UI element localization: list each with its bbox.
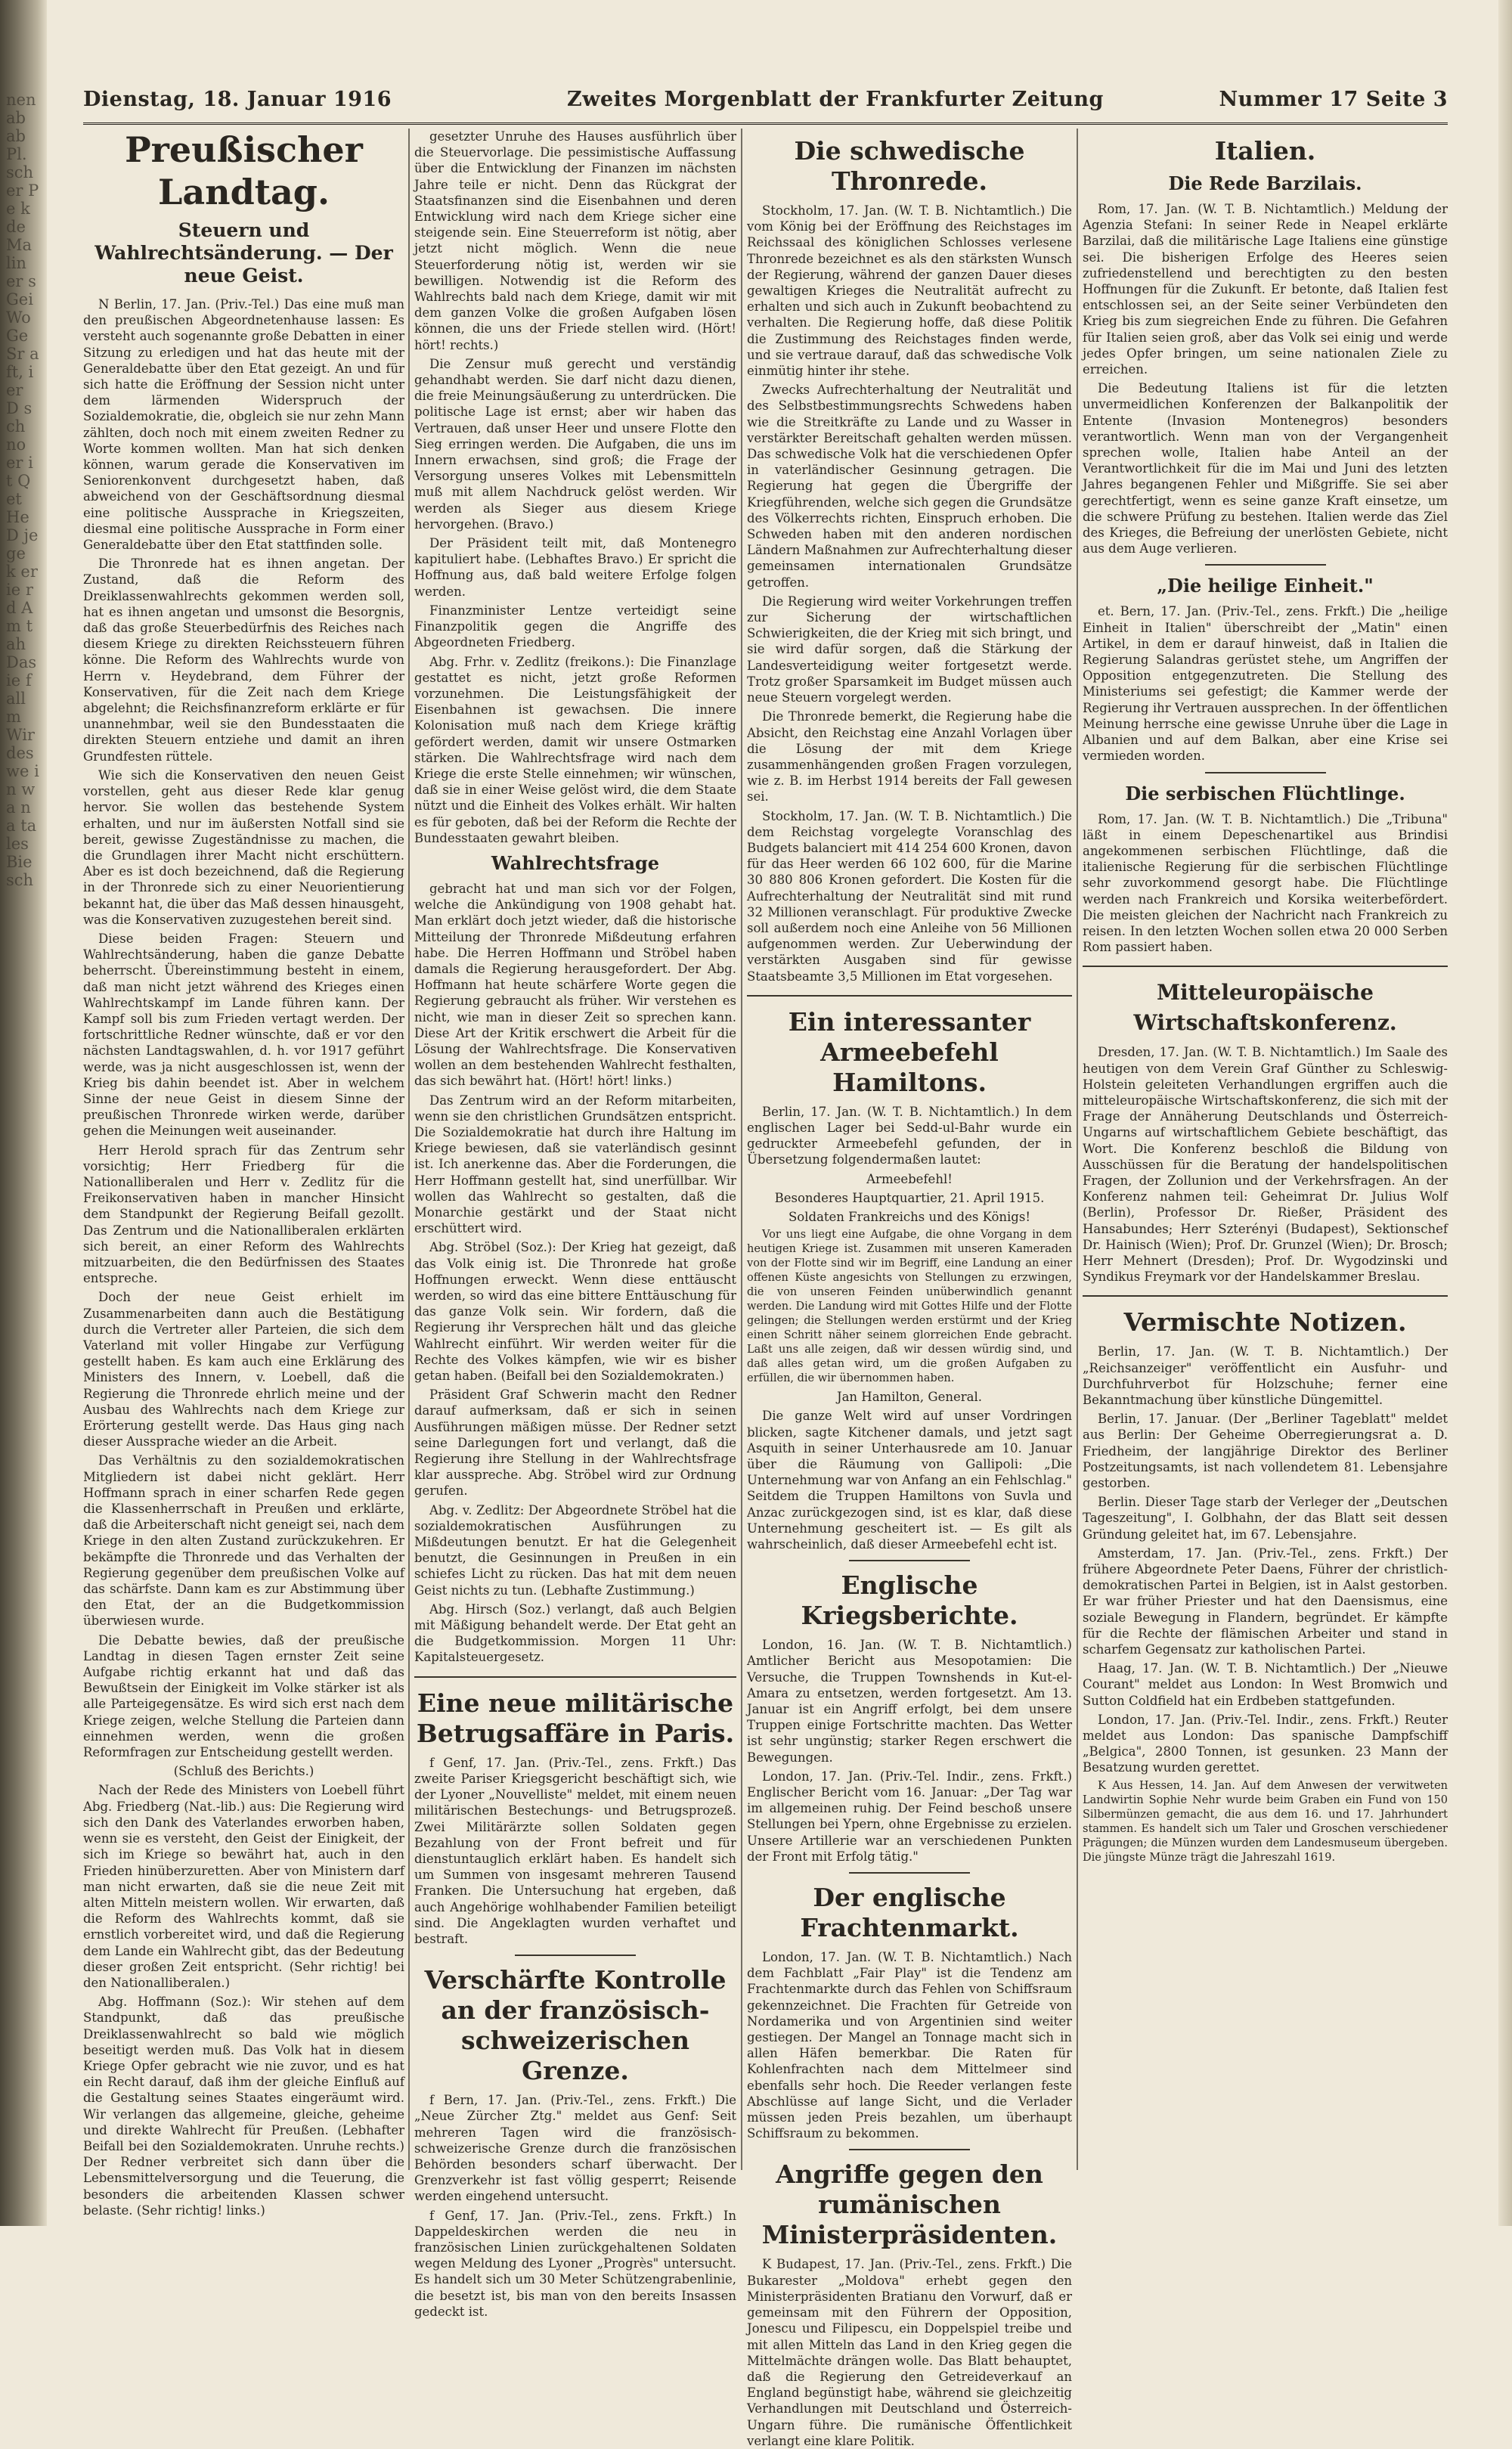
- article-paragraph: Dresden, 17. Jan. (W. T. B. Nichtamtlich.) Im Saale des heutigen von dem Verein Graf Günther zu Schleswig-Holstein geleiteten Verhandlungen ergriffen auch die mitteleuropäische Wirtschaftskonferenz, die sich mit der Frage der Annäherung Deutschlands und Österreich-Ungarns auf wirtschaftlichem Gebiete beschäftigt, das Wort. Die Konferenz beschloß die Bildung von Ausschüssen für die Beratung der handelspolitischen Fragen, der Zollunion und der Verkehrsfragen. An der Konferenz nahmen teil: Geheimrat Dr. Julius Wolf (Berlin), Professor Dr. Rießer, Präsident des Hansabundes; Herr Szterényi (Budapest), Sektionschef Dr. Hainisch (Wien); Prof. Dr. Grunzel (Wien); Dr. Brosch; Herr Mehnert (Dresden); Prof. Dr. Wygodzinski und Syndikus Freymark vor der Handelskammer Breslau.: [1083, 1045, 1448, 1285]
- article-title-betrugsaffaere: Eine neue militärische Betrugsaffäre in Paris.: [416, 1688, 735, 1748]
- article-paragraph: Die Debatte bewies, daß der preußische Landtag in diesen Tagen ernster Zeit seine Aufgabe richtig erkannt hat und daß das Bewußtsein der Einigkeit im Volke stärker ist als alle Parteigegensätze. Es wird sich erst nach dem Kriege zeigen, welche Stellung die Parteien dann einnehmen werden, wenn die großen Reformfragen zur Entscheidung gestellt werden.: [83, 1632, 404, 1760]
- article-separator: [1083, 966, 1448, 967]
- article-separator: [747, 995, 1072, 997]
- article-title-schwedische-thronrede: Die schwedische Thronrede.: [794, 136, 1025, 196]
- article-separator: [849, 1560, 970, 1561]
- column-divider: [1077, 129, 1078, 2170]
- article-paragraph: Die Zensur muß gerecht und verständig gehandhabt werden. Sie darf nicht dazu dienen, die freie Meinungsäußerung zu unterdrücken. Die politische Lage ist ernst; aber wir haben das Vertrauen, daß unser Heer und unsere Flotte den Sieg erringen werden. Die Aufgaben, die uns im Innern erwachsen, sind groß; die Frage der Versorgung unseres Volkes mit Lebensmitteln muß mit allem Nachdruck gelöst werden. Wir werden als Sieger aus diesem Kriege hervorgehen. (Bravo.): [414, 356, 736, 532]
- article-paragraph: f Genf, 17. Jan. (Priv.-Tel., zens. Frkft.) Das zweite Pariser Kriegsgericht beschäftigt sich, wie der Lyoner „Nouvelliste" meldet, mit einem neuen militärischen Bestechungs- und Betrugsprozeß. Zwei Militärärzte sollen Soldaten gegen Bezahlung von der Front befreit und für dienstuntauglich erklärt haben. Es handelt sich um Summen von insgesamt mehreren Tausend Franken. Die Untersuchung hat ergeben, daß auch Angehörige wohlhabender Familien beteiligt sind. Die Angeklagten wurden verhaftet und bestraft.: [414, 1755, 736, 1946]
- article-separator: [849, 1872, 970, 1874]
- article-paragraph: London, 17. Jan. (Priv.-Tel. Indir., zens. Frkft.) Reuter meldet aus London: Das spanische Dampfschiff „Belgica", 2800 Tonnen, ist gesunken. 23 Mann der Besatzung wurden gerettet.: [1083, 1712, 1448, 1775]
- article-paragraph: Rom, 17. Jan. (W. T. B. Nichtamtlich.) Die „Tribuna" läßt in einem Depeschenartikel aus Brindisi angekommenen serbischen Flüchtlinge, daß die italienische Regierung für die serbischen Flüchtlinge sehr zuvorkommend gesorgt habe. Die Flüchtlinge werden nach Frankreich und Korsika weiterbefördert. Die meisten gleichen der Nachricht nach Frankreich zu reisen. In den letzten Wochen sollen etwa 20 000 Serben Rom passiert haben.: [1083, 811, 1448, 955]
- article-separator: [414, 1676, 736, 1678]
- article-paragraph: gebracht hat und man sich vor der Folgen, welche die Ankündigung von 1908 gehabt hat. Man erklärt doch jetzt wieder, daß die historische Mitteilung der Thronrede Mißdeutung erfahren habe. Die Herren Hoffmann und Ströbel haben damals die Regierung herausgefordert. Der Abg. Hoffmann hat heute schärfere Worte gegen die Regierung gebraucht als früher. Wir verstehen es nicht, wie man in dieser Zeit so sprechen kann. Diese Art der Kritik erschwert die Arbeit für die Lösung der Wahlrechtsfrage. Die Konservativen wollen an dem bestehenden Wahlrecht festhalten, das sich bewährt hat. (Hört! hört! links.): [414, 881, 736, 1089]
- article-paragraph: Doch der neue Geist erhielt im Zusammenarbeiten dann auch die Bestätigung durch die Vertreter aller Parteien, die sich dem Vaterland mit voller Hingabe zur Verfügung gestellt haben. Es kam auch eine Erklärung des Ministers des Innern, v. Loebell, daß die Regierung die Thronrede ehrlich meine und der Ausbau des Wahlrechts nach dem Kriege zur Erörterung gestellt werde. Das Haus ging nach dieser Aussprache wieder an die Arbeit.: [83, 1290, 404, 1449]
- article-title-grenzkontrolle: Verschärfte Kontrolle an der französisch-schweizerischen Grenze.: [424, 1965, 727, 2086]
- article-paragraph: gesetzter Unruhe des Hauses ausführlich über die Steuervorlage. Die pessimistische Auffassung über die Entwicklung der Finanzen im nächsten Jahre teile er nicht. Denn das Rückgrat der Staatsfinanzen sind die Eisenbahnen und deren Entwicklung wird nach dem Kriege sicher eine steigende sein. Eine Steuerreform ist nötig, aber jetzt nicht möglich. Wenn die neue Steuerforderung nötig ist, werden wir sie bewilligen. Notwendig ist die Reform des Wahlrechts bald nach dem Kriege, damit wir mit dem ganzen Volke die großen Aufgaben lösen können, die uns der Friede stellen wird. (Hört! hört! rechts.): [414, 129, 736, 352]
- article-paragraph: Abg. Hirsch (Soz.) verlangt, daß auch Belgien mit Mäßigung behandelt werde. Der Etat geht an die Budgetkommission. Morgen 11 Uhr: Kapitalsteuergesetz.: [414, 1601, 736, 1665]
- masthead: [83, 85, 1448, 125]
- column-4: [1083, 129, 1448, 2170]
- masthead-date: Dienstag, 18. Januar 1916: [83, 88, 392, 111]
- order-place: Besonderes Hauptquartier, 21. April 1915.: [774, 1190, 1045, 1205]
- article-paragraph: Die Thronrede hat es ihnen angetan. Der Zustand, daß die Reform des Dreiklassenwahlrechts gekommen werden soll, hat es ihnen angetan und umsonst die Besorgnis, daß das große Steuerbedürfnis des Reiches nach diesem Kriege zu direkten Reichssteuern führen könne. Die Reform des Wahlrechts wurde von Herrn v. Heydebrand, dem Führer der Konservativen, für die Zeit nach dem Kriege abgelehnt; die Reichsfinanzreform erklärte er für unannehmbar, weil sie den Bundesstaaten die direkten Steuern entziehe und damit an ihren Grundfesten rüttele.: [83, 556, 404, 764]
- article-title-serbische-fluechtlinge: Die serbischen Flüchtlinge.: [1125, 782, 1405, 804]
- order-addressee: Soldaten Frankreichs und des Königs!: [789, 1209, 1030, 1224]
- article-paragraph: N Berlin, 17. Jan. (Priv.-Tel.) Das eine muß man den preußischen Abgeordnetenhause lassen: Es versteht auch sogenannte große Debatten in einer Sitzung zu erledigen und hat das heute mit der Generaldebatte über den Etat gezeigt. An und für sich hatte die Eröffnung der Session nicht unter dem lärmenden Widerspruch der Sozialdemokratie, die, obgleich sie nur zehn Mann zählten, doch noch mit einem zweiten Redner zu Worte kommen wollten. Man hat sich denken können, warum gerade die Konservativen im Seniorenkonvent durchgesetzt haben, daß abweichend von der Geschäftsordnung diesmal eine politische Aussprache in Kriegszeiten, diesmal eine politische Aussprache in Form einer Generaldebatte über den Etat stattfinden solle.: [83, 297, 404, 553]
- article-paragraph: Berlin. Dieser Tage starb der Verleger der „Deutschen Tageszeitung", I. Golbhahn, der das Blatt seit dessen Gründung geleitet hat, im 67. Lebensjahre.: [1083, 1495, 1448, 1542]
- article-title-vermischte-notizen: Vermischte Notizen.: [1123, 1307, 1407, 1338]
- article-paragraph: Wie sich die Konservativen den neuen Geist vorstellen, geht aus dieser Rede klar genug hervor. Sie wollen das bestehende System erhalten, und nur im äußersten Notfall sind sie bereit, gewisse Zugeständnisse zu machen, die die Grundlagen ihrer Macht nicht erschüttern. Aber es ist doch bezeichnend, daß die Regierung in der Thronrede sich zu einer Neuorientierung bekannt hat, die über das Maß dessen hinausgeht, was die Konservativen zuzugestehen bereit sind.: [83, 767, 404, 927]
- article-paragraph: Das Zentrum wird an der Reform mitarbeiten, wenn sie den christlichen Grundsätzen entspricht. Die Sozialdemokratie hat durch ihre Haltung im Kriege bewiesen, daß sie vaterländisch gesinnt ist. Ich anerkenne das. Aber die Forderungen, die Herr Hoffmann gestellt hat, sind unerfüllbar. Wir wollen das Wahlrecht so gestalten, daß die Monarchie gestärkt und der Staat nicht erschüttert wird.: [414, 1093, 736, 1236]
- article-paragraph: Abg. Frhr. v. Zedlitz (freikons.): Die Finanzlage gestattet es nicht, jetzt große Reformen vorzunehmen. Die Leistungsfähigkeit der Eisenbahnen ist gewachsen. Die innere Kolonisation muß nach dem Kriege kräftig gefördert werden, damit wir unsere Ostmarken stärken. Die Wahlrechtsfrage wird nach dem Kriege die erste Stelle einnehmen; wir wünschen, daß sie in einer Weise gelöst wird, die dem Staate nützt und die Einheit des Volkes erhält. Wir halten es für geboten, daß bei der Reform die Rechte der Bundesstaaten gewahrt bleiben.: [414, 654, 736, 845]
- article-paragraph: f Genf, 17. Jan. (Priv.-Tel., zens. Frkft.) In Dappeldeskirchen werden die neu in französischen Linien zurückgehaltenen Soldaten wegen Meldung des Lyoner „Progrès" untersucht. Es handelt sich um 30 Meter Schützengrabenlinie, die besetzt ist, bis man von den bereits Insassen gedeckt ist.: [414, 2208, 736, 2319]
- article-paragraph: Stockholm, 17. Jan. (W. T. B. Nichtamtlich.) Die dem Reichstag vorgelegte Voranschlag des Budgets balanciert mit 414 254 600 Kronen, davon für das Heer werden 66 102 600, für die Marine 30 880 806 Kronen gefordert. Die Kosten für die Aufrechterhaltung der Neutralität sind mit rund 32 Millionen veranschlagt. Für produktive Zwecke soll außerdem noch eine Anleihe von 56 Millionen aufgenommen werden. Zur Ueberwindung der verstärkten Ausgaben sind für gewisse Staatsbeamte 3,5 Millionen im Etat vorgesehen.: [747, 808, 1072, 984]
- article-separator: [1205, 772, 1326, 773]
- column-2: [414, 129, 736, 2319]
- masthead-page-number: Nummer 17 Seite 3: [1219, 88, 1448, 111]
- article-paragraph: London, 17. Jan. (W. T. B. Nichtamtlich.) Nach dem Fachblatt „Fair Play" ist die Tendenz am Frachtenmarkte durch das Fehlen von Schiffsraum gekennzeichnet. Die Frachten für Getreide von Nordamerika und von Argentinien sind weiter gestiegen. Der Mangel an Tonnage macht sich in allen Häfen bemerkbar. Die Raten für Kohlenfrachten nach dem Mittelmeer sind ebenfalls sehr hoch. Die Reeder verlangen feste Abschlüsse auf lange Sicht, und die Verlader müssen jeden Preis bezahlen, um überhaupt Schiffsraum zu bekommen.: [747, 1950, 1072, 2141]
- article-paragraph: Zwecks Aufrechterhaltung der Neutralität und des Selbstbestimmungsrechts Schwedens haben wie die Streitkräfte zu Lande und zu Wasser in verstärkter Bereitschaft gehalten werden müssen. Das schwedische Volk hat die verschiedenen Opfer in vaterländischer Gesinnung getragen. Die Regierung hat gegen die Übergriffe der Kriegführenden, welche sich gegen die Grundsätze des Völkerrechts richten, Einspruch erhoben. Die Schweden haben mit den anderen nordischen Ländern Maßnahmen zur Aufrechterhaltung dieser gemeinsamen internationalen Grundsätze getroffen.: [747, 383, 1072, 590]
- article-title-rumaenien: Angriffe gegen den rumänischen Ministerpräsidenten.: [761, 2159, 1058, 2250]
- section-heading-wahlrechtsfrage: Wahlrechtsfrage: [491, 851, 660, 874]
- article-paragraph: Das Verhältnis zu den sozialdemokratischen Mitgliedern ist dabei nicht geklärt. Herr Hoffmann sprach in einer scharfen Rede gegen die Klassenherrschaft in Preußen und erklärte, daß die Arbeiterschaft nicht geneigt sei, nach dem Kriege in den alten Zustand zurückzukehren. Er bekämpfte die Thronrede und das Verhalten der Regierung gegenüber dem preußischen Volke auf das schärfste. Dann kam es zur Abstimmung über den Etat, der an die Budgetkommission überwiesen wurde.: [83, 1453, 404, 1629]
- article-paragraph: Nach der Rede des Ministers von Loebell führt Abg. Friedberg (Nat.-lib.) aus: Die Regierung wird sich den Dank des Vaterlandes erworben haben, wenn sie es versteht, den Geist der Einigkeit, der sich im Kriege so bewährt hat, auch in den Frieden hinüberzuretten. Aber von Ministern darf man nicht erwarten, daß sie die neue Zeit mit alten Mitteln meistern wollen. Wir erwarten, daß die Reform des Wahlrechts kommt, daß sie ernstlich vorbereitet wird, und daß die Regierung dem Lande ein Wahlrecht gibt, das der Bedeutung dieser großen Zeit entspricht. (Sehr richtig! bei den Nationalliberalen.): [83, 1783, 404, 1990]
- article-paragraph: K Aus Hessen, 14. Jan. Auf dem Anwesen der verwitweten Landwirtin Sophie Nehr wurde beim Graben ein Fund von 150 Silbermünzen gemacht, die aus dem 16. und 17. Jahrhundert stammen. Es handelt sich um Taler und Groschen verschiedener Prägungen; die Münzen wurden dem Landesmuseum übergeben. Die jüngste Münze trägt die Jahreszahl 1619.: [1083, 1779, 1448, 1864]
- article-paragraph: Herr Herold sprach für das Zentrum sehr vorsichtig; Herr Friedberg für die Nationalliberalen und Herr v. Zedlitz für die Freikonservativen haben in mancher Hinsicht dem Standpunkt der Regierung Beifall gezollt. Das Zentrum und die Nationalliberalen erklärten sich bereit, an einer Reform des Wahlrechts mitzuarbeiten, die den Bedürfnissen des Staates entspreche.: [83, 1142, 404, 1286]
- article-paragraph: Finanzminister Lentze verteidigt seine Finanzpolitik gegen die Angriffe des Abgeordneten Friedberg.: [414, 603, 736, 650]
- article-separator: [1083, 1295, 1448, 1297]
- column-1: [83, 129, 404, 2218]
- article-paragraph: Abg. Ströbel (Soz.): Der Krieg hat gezeigt, daß das Volk einig ist. Die Thronrede hat große Hoffnungen erweckt. Wenn diese enttäuscht werden, so wird das eine bittere Enttäuschung für das ganze Volk sein. Wir fordern, daß die Regierung ihr Versprechen hält und das gleiche Wahlrecht einführt. Wir werden weiter für die Rechte des Volkes kämpfen, wie wir es bisher getan haben. (Beifall bei den Sozialdemokraten.): [414, 1240, 736, 1384]
- article-paragraph: Präsident Graf Schwerin macht den Redner darauf aufmerksam, daß er sich in seinen Ausführungen mäßigen müsse. Der Redner setzt seine Darlegungen fort und verlangt, daß die Regierung ihre Stellung in der Wahlrechtsfrage klar ausspreche. Abg. Ströbel wird zur Ordnung gerufen.: [414, 1387, 736, 1499]
- article-separator: [849, 2149, 970, 2150]
- article-subtitle: Steuern und Wahlrechtsänderung. — Der neue Geist.: [94, 219, 393, 287]
- article-paragraph: Abg. v. Zedlitz: Der Abgeordnete Ströbel hat die sozialdemokratischen Ausführungen zu Mißdeutungen benutzt. Er hat die Gelegenheit benutzt, die Gesinnungen in Preußen in ein schiefes Licht zu rücken. Das hat mit dem neuen Geist nichts zu tun. (Lebhafte Zustimmung.): [414, 1502, 736, 1598]
- binding-text-fragment: nen ab ab Pl. sch er Pe k de Ma lin er s Gei Wo Ge Sr aft, ier D sch no er it Qet He D je ge k er ie rd Am tah Das ie fall m Wir des we in wa na ta les Bie sch: [6, 91, 39, 889]
- article-paragraph: London, 16. Jan. (W. T. B. Nichtamtlich.) Amtlicher Bericht aus Mesopotamien: Die Versuche, die Truppen Townshends in Kut-el-Amara zu entsetzen, werden fortgesetzt. Am 13. Januar ist ein Angriff erfolgt, bei dem unsere Truppen einige Fortschritte machten. Das Wetter ist sehr ungünstig; starker Regen erschwert die Bewegungen.: [747, 1638, 1072, 1765]
- article-title-italien: Italien.: [1214, 136, 1316, 166]
- article-title-heilige-einheit: „Die heilige Einheit.": [1157, 575, 1374, 597]
- article-paragraph: Berlin, 17. Jan. (W. T. B. Nichtamtlich.) In dem englischen Lager bei Sedd-ul-Bahr wurde ein gedruckter Armeebefehl gefunden, der in Übersetzung folgendermaßen lautet:: [747, 1104, 1072, 1167]
- article-title-armeebefehl: Ein interessanter Armeebefehl Hamiltons.: [788, 1006, 1031, 1097]
- masthead-newspaper-name: Zweites Morgenblatt der Frankfurter Zeitung: [567, 88, 1104, 111]
- page-right-edge: [1498, 0, 1512, 2226]
- order-signature: Jan Hamilton, General.: [836, 1390, 982, 1405]
- article-paragraph: Berlin, 17. Jan. (W. T. B. Nichtamtlich.) Der „Reichsanzeiger" veröffentlicht ein Ausfuhr- und Durchfuhrverbot für Holzschuhe; ferner eine Bekanntmachung über künstliche Düngemittel.: [1083, 1344, 1448, 1407]
- column-divider: [741, 129, 742, 2170]
- report-end-note: (Schluß des Berichts.): [173, 1764, 314, 1779]
- article-paragraph: Abg. Hoffmann (Soz.): Wir stehen auf dem Standpunkt, daß das preußische Dreiklassenwahlrecht so bald wie möglich beseitigt werden muß. Das Volk hat in diesem Kriege Opfer gebracht wie nie zuvor, und es hat ein Recht darauf, daß ihm der gleiche Einfluß auf die Gestaltung seines Staates eingeräumt wird. Wir verlangen das allgemeine, gleiche, geheime und direkte Wahlrecht für Preußen. (Lebhafter Beifall bei den Sozialdemokraten. Unruhe rechts.) Der Redner verbreitet sich dann über die Lebensmittelversorgung und die Teuerung, die besonders die arbeitenden Klassen schwer belaste. (Sehr richtig! links.): [83, 1995, 404, 2218]
- column-divider: [408, 129, 410, 2170]
- article-title-kriegsberichte: Englische Kriegsberichte.: [801, 1570, 1018, 1631]
- article-title-wirtschaftskonferenz: Mitteleuropäische Wirtschaftskonferenz.: [1133, 980, 1397, 1036]
- article-paragraph: f Bern, 17. Jan. (Priv.-Tel., zens. Frkft.) Die „Neue Zürcher Ztg." meldet aus Genf: Seit mehreren Tagen wird die französisch-schweizerische Grenze durch die französischen Behörden besonders scharf überwacht. Der Grenzverkehr ist fast völlig gesperrt; Reisende werden eingehend untersucht.: [414, 2093, 736, 2204]
- article-paragraph: Der Präsident teilt mit, daß Montenegro kapituliert habe. (Lebhaftes Bravo.) Er spricht die Hoffnung aus, daß bald weitere Erfolge folgen werden.: [414, 536, 736, 599]
- column-3: [747, 129, 1072, 2448]
- article-separator: [515, 1955, 636, 1956]
- article-subtitle-barzilai: Die Rede Barzilais.: [1168, 172, 1362, 194]
- article-paragraph: et. Bern, 17. Jan. (Priv.-Tel., zens. Frkft.) Die „heilige Einheit in Italien" überschreibt der „Matin" einen Artikel, in dem er darauf hinweist, daß in Italien die Regierung Salandras gerüstet stehe, um Angriffen der Opposition entgegenzutreten. Die Stellung des Ministeriums sei gefestigt; die Kammer werde der Regierung ihr Vertrauen aussprechen. In der öffentlichen Meinung herrsche eine gewisse Unruhe über die Lage in Albanien und auf dem Balkan, aber eine Krise sei vermieden worden.: [1083, 604, 1448, 764]
- article-paragraph: Die Thronrede bemerkt, die Regierung habe die Absicht, den Reichstag eine Anzahl Vorlagen über die Lösung der mit dem Kriege zusammenhängenden großen Fragen vorzulegen, wie z. B. im Herbst 1914 bereits der Fall gewesen sei.: [747, 709, 1072, 804]
- article-paragraph: Berlin, 17. Januar. (Der „Berliner Tageblatt" meldet aus Berlin: Der Geheime Oberregierungsrat a. D. Friedheim, der langjährige Direktor des Berliner Postzeitungsamts, ist nach vollendetem 81. Lebensjahre gestorben.: [1083, 1412, 1448, 1490]
- article-paragraph: Haag, 17. Jan. (W. T. B. Nichtamtlich.) Der „Nieuwe Courant" meldet aus London: In West Bromwich und Sutton Coldfield hat ein Erdbeben stattgefunden.: [1083, 1661, 1448, 1708]
- article-paragraph: Rom, 17. Jan. (W. T. B. Nichtamtlich.) Meldung der Agenzia Stefani: In seiner Rede in Neapel erklärte Barzilai, daß die militärische Lage Italiens eine günstige sei. Die bisherigen Erfolge des Heeres seien zufriedenstellend und berechtigten zu den besten Hoffnungen für die Zukunft. Er betonte, daß Italien fest entschlossen sei, an der Seite seiner Verbündeten den Krieg bis zum siegreichen Ende zu führen. Die Gefahren für Italien seien groß, aber das Volk sei einig und werde jedes Opfer bringen, um seine nationalen Ziele zu erreichen.: [1083, 202, 1448, 377]
- page-binding-edge: [0, 0, 47, 2226]
- order-title: Armeebefehl!: [866, 1171, 953, 1186]
- article-paragraph: Die Bedeutung Italiens ist für die letzten unvermeidlichen Konferenzen der Balkanpolitik der Entente (Invasion Montenegros) besonders verantwortlich. Wenn man von der Vergangenheit sprechen wolle, Italien habe Anteil an der Verantwortlichkeit für die im Mai und Juni des letzten Jahres begangenen Fehler und Mißgriffe. Sie sei aber gerechtfertigt, wenn es seine ganze Kraft einsetze, um die schwere Prüfung zu bestehen. Italien werde das Ziel des Krieges, die Befreiung der unerlösten Gebiete, nicht aus dem Auge verlieren.: [1083, 381, 1448, 556]
- article-paragraph: K Budapest, 17. Jan. (Priv.-Tel., zens. Frkft.) Die Bukarester „Moldova" erhebt gegen den Ministerpräsidenten Bratianu den Vorwurf, daß er gemeinsam mit den Führern der Opposition, Jonescu und Filipescu, ein Doppelspiel treibe und mit allen Mitteln das Land in den Krieg gegen die Mittelmächte drängen wolle. Das Blatt behauptet, daß die Regierung den Getreideverkauf an England begünstigt habe, während sie gleichzeitig Verhandlungen mit Deutschland und Österreich-Ungarn führe. Die rumänische Öffentlichkeit verlangt eine klare Politik.: [747, 2257, 1072, 2448]
- article-paragraph: Stockholm, 17. Jan. (W. T. B. Nichtamtlich.) Die vom König bei der Eröffnung des Reichstages im Reichssaal des königlichen Schlosses verlesene Thronrede bezeichnet es als den stärksten Wunsch der Regierung, während der ganzen Dauer dieses gewaltigen Krieges die Neutralität aufrecht zu erhalten und sich auch in Zukunft beobachtend zu verhalten. Die Regierung hoffe, daß diese Politik die Zustimmung des Reichstages finden werde, und sie vertraue darauf, daß das schwedische Volk einmütig hinter ihr stehe.: [747, 203, 1072, 379]
- article-paragraph: Vor uns liegt eine Aufgabe, die ohne Vorgang in dem heutigen Kriege ist. Zusammen mit unseren Kameraden von der Flotte sind wir im Begriff, eine Landung an einer offenen Küste angesichts von Stellungen zu erzwingen, die von unseren Feinden unüberwindlich genannt werden. Die Landung wird mit Gottes Hilfe und der Flotte gelingen; die Stellungen werden erstürmt und der Krieg einen Schritt näher seinem glorreichen Ende gebracht. Laßt uns alle zeigen, daß wir dessen würdig sind, und daß alles getan wird, um die großen Aufgaben zu erfüllen, die wir übernommen haben.: [747, 1229, 1072, 1385]
- article-title-preussischer-landtag: Preußischer Landtag.: [125, 129, 363, 212]
- article-paragraph: Amsterdam, 17. Jan. (Priv.-Tel., zens. Frkft.) Der frühere Abgeordnete Peter Daens, Führer der christlich-demokratischen Partei in Belgien, ist in Aalst gestorben. Er war früher Priester und hat den Daensismus, eine soziale Bewegung in Flandern, begründet. Er kämpfte für die Rechte der flämischen Arbeiter und stand in scharfem Gegensatz zur katholischen Partei.: [1083, 1545, 1448, 1657]
- article-title-frachtenmarkt: Der englische Frachtenmarkt.: [800, 1883, 1019, 1943]
- article-paragraph: London, 17. Jan. (Priv.-Tel. Indir., zens. Frkft.) Englischer Bericht vom 16. Januar: „Der Tag war im allgemeinen ruhig. Der Feind beschoß unsere Stellungen bei Ypern, ohne Ergebnisse zu erzielen. Unsere Artillerie war an verschiedenen Punkten der Front mit Erfolg tätig.": [747, 1769, 1072, 1864]
- article-paragraph: Die ganze Welt wird auf unser Vordringen blicken, sagte Kitchener damals, und jetzt sagt Asquith in seiner Unterhausrede am 10. Januar über die Räumung von Gallipoli: „Die Unternehmung war von Anfang an ein Fehlschlag." Seitdem die Truppen Hamiltons von Suvla und Anzac zurückgezogen sind, ist es klar, daß diese Unternehmung gescheitert ist. — Es gilt als wahrscheinlich, daß dieser Armeebefehl echt ist.: [747, 1409, 1072, 1552]
- article-separator: [1205, 564, 1326, 566]
- article-paragraph: Die Regierung wird weiter Vorkehrungen treffen zur Sicherung der wirtschaftlichen Schwierigkeiten, die der Krieg mit sich bringt, und sie wird dafür sorgen, daß die Stärkung der Landesverteidigung weiter fortgesetzt werde. Trotz großer Sparsamkeit im Budget müssen auch neue Steuern vorgelegt werden.: [747, 594, 1072, 705]
- article-paragraph: Diese beiden Fragen: Steuern und Wahlrechtsänderung, haben die ganze Debatte beherrscht. Übereinstimmung besteht in einem, daß man nicht jetzt während des Krieges einen Wahlrechtskampf im Lande führen kann. Der Kampf soll bis zum Frieden vertagt werden. Der fortschrittliche Redner wünschte, daß er vor den nächsten Landtagswahlen, d. h. vor 1917 geführt werde, was ja nicht ausgeschlossen ist, wenn der Krieg bis dahin beendet ist. Aber in welchem Sinne der neue Geist in diesem Sinne der preußischen Thronrede wirken werde, darüber gehen die Meinungen weit auseinander.: [83, 931, 404, 1139]
